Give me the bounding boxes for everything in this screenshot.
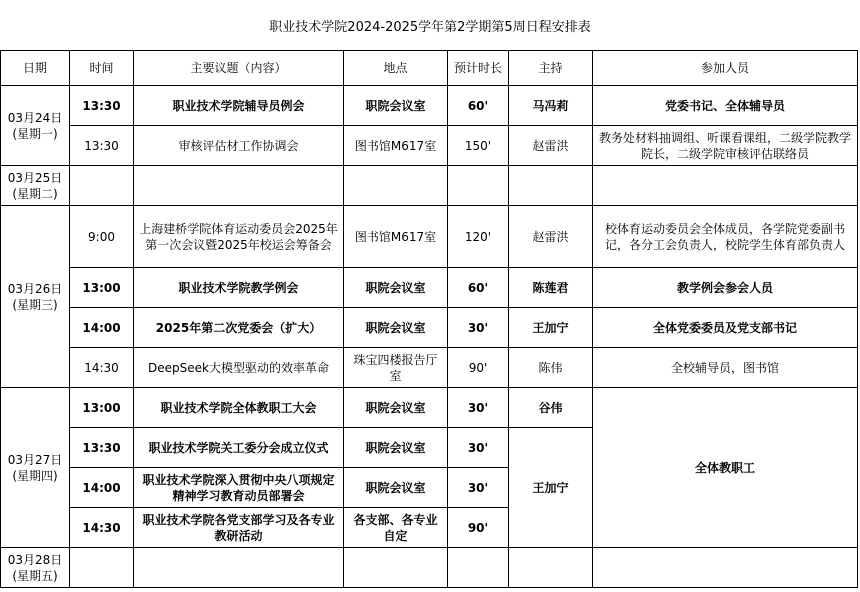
attendees-cell: 教学例会参会人员 <box>593 268 858 308</box>
date-cell <box>1 206 70 388</box>
header-date: 日期 <box>1 51 70 86</box>
location-cell <box>344 166 448 206</box>
time-cell <box>70 548 134 588</box>
duration-cell: 60' <box>448 86 509 126</box>
location-cell: 职院会议室 <box>344 86 448 126</box>
table-row <box>1 206 858 268</box>
time-cell <box>70 166 134 206</box>
host-cell: 赵雷洪 <box>509 206 593 268</box>
weekday-label: (星期五) <box>12 568 58 583</box>
time-cell: 14:30 <box>70 508 134 548</box>
location-cell: 图书馆M617室 <box>344 206 448 268</box>
table-row <box>1 126 858 166</box>
host-cell: 王加宁 <box>509 308 593 348</box>
duration-cell: 60' <box>448 268 509 308</box>
table-row <box>1 268 858 308</box>
topic-cell: 审核评估材工作协调会 <box>134 126 344 166</box>
attendees-cell: 全体教职工 <box>593 388 858 548</box>
date-cell <box>1 388 70 548</box>
attendees-cell: 全体党委委员及党支部书记 <box>593 308 858 348</box>
date-cell <box>1 86 70 166</box>
header-duration: 预计时长 <box>448 51 509 86</box>
topic-cell: 2025年第二次党委会（扩大） <box>134 308 344 348</box>
host-cell: 马冯莉 <box>509 86 593 126</box>
time-cell: 13:00 <box>70 268 134 308</box>
topic-cell: 上海建桥学院体育运动委员会2025年第一次会议暨2025年校运会筹备会 <box>134 206 344 268</box>
time-cell: 14:00 <box>70 308 134 348</box>
topic-cell: 职业技术学院全体教职工大会 <box>134 388 344 428</box>
date-cell <box>1 548 70 588</box>
table-row <box>1 86 858 126</box>
duration-cell: 150' <box>448 126 509 166</box>
duration-cell: 120' <box>448 206 509 268</box>
header-time: 时间 <box>70 51 134 86</box>
time-cell: 13:00 <box>70 388 134 428</box>
host-cell: 谷伟 <box>509 388 593 428</box>
date-label: 03月28日 <box>7 552 63 567</box>
topic-cell: 职业技术学院深入贯彻中央八项规定精神学习教育动员部署会 <box>134 468 344 508</box>
location-cell <box>344 548 448 588</box>
header-host: 主持 <box>509 51 593 86</box>
weekday-label: (星期四) <box>12 468 58 483</box>
location-cell: 各支部、各专业自定 <box>344 508 448 548</box>
date-label: 03月27日 <box>7 452 63 467</box>
table-row <box>1 308 858 348</box>
host-cell <box>509 548 593 588</box>
topic-cell <box>134 166 344 206</box>
location-cell: 职院会议室 <box>344 388 448 428</box>
location-cell: 职院会议室 <box>344 308 448 348</box>
time-cell: 14:00 <box>70 468 134 508</box>
attendees-cell: 教务处材料抽调组、听课看课组，二级学院教学院长，二级学院审核评估联络员 <box>593 126 858 166</box>
host-cell: 陈莲君 <box>509 268 593 308</box>
table-row <box>1 388 858 428</box>
attendees-cell: 党委书记、全体辅导员 <box>593 86 858 126</box>
topic-cell <box>134 548 344 588</box>
attendees-cell <box>593 166 858 206</box>
location-cell: 珠宝四楼报告厅室 <box>344 348 448 388</box>
weekday-label: (星期二) <box>12 186 58 201</box>
attendees-cell: 校体育运动委员会全体成员，各学院党委副书记，各分工会负责人，校院学生体育部负责人 <box>593 206 858 268</box>
table-row <box>1 166 858 206</box>
location-cell: 职院会议室 <box>344 428 448 468</box>
time-cell: 9:00 <box>70 206 134 268</box>
table-row <box>1 548 858 588</box>
date-label: 03月26日 <box>7 281 63 296</box>
weekday-label: (星期一) <box>12 126 58 141</box>
header-attendees: 参加人员 <box>593 51 858 86</box>
duration-cell: 30' <box>448 468 509 508</box>
time-cell: 13:30 <box>70 86 134 126</box>
schedule-title: 职业技术学院2024-2025学年第2学期第5周日程安排表 <box>269 19 591 35</box>
host-cell: 陈伟 <box>509 348 593 388</box>
topic-cell: 职业技术学院辅导员例会 <box>134 86 344 126</box>
time-cell: 14:30 <box>70 348 134 388</box>
time-cell: 13:30 <box>70 428 134 468</box>
location-cell: 职院会议室 <box>344 468 448 508</box>
schedule-table <box>0 50 858 588</box>
header-location: 地点 <box>344 51 448 86</box>
header-row <box>1 51 858 86</box>
duration-cell: 30' <box>448 428 509 468</box>
host-cell: 赵雷洪 <box>509 126 593 166</box>
host-cell: 王加宁 <box>509 428 593 548</box>
topic-cell: DeepSeek大模型驱动的效率革命 <box>134 348 344 388</box>
duration-cell: 90' <box>448 348 509 388</box>
duration-cell: 90' <box>448 508 509 548</box>
attendees-cell: 全校辅导员，图书馆 <box>593 348 858 388</box>
duration-cell <box>448 166 509 206</box>
duration-cell: 30' <box>448 308 509 348</box>
date-label: 03月24日 <box>7 110 63 125</box>
attendees-cell <box>593 548 858 588</box>
date-cell <box>1 166 70 206</box>
topic-cell: 职业技术学院关工委分会成立仪式 <box>134 428 344 468</box>
weekday-label: (星期三) <box>12 297 58 312</box>
duration-cell: 30' <box>448 388 509 428</box>
duration-cell <box>448 548 509 588</box>
topic-cell: 职业技术学院各党支部学习及各专业教研活动 <box>134 508 344 548</box>
header-topic: 主要议题（内容） <box>134 51 344 86</box>
topic-cell: 职业技术学院教学例会 <box>134 268 344 308</box>
date-label: 03月25日 <box>7 170 63 185</box>
location-cell: 图书馆M617室 <box>344 126 448 166</box>
table-row <box>1 348 858 388</box>
time-cell: 13:30 <box>70 126 134 166</box>
location-cell: 职院会议室 <box>344 268 448 308</box>
host-cell <box>509 166 593 206</box>
